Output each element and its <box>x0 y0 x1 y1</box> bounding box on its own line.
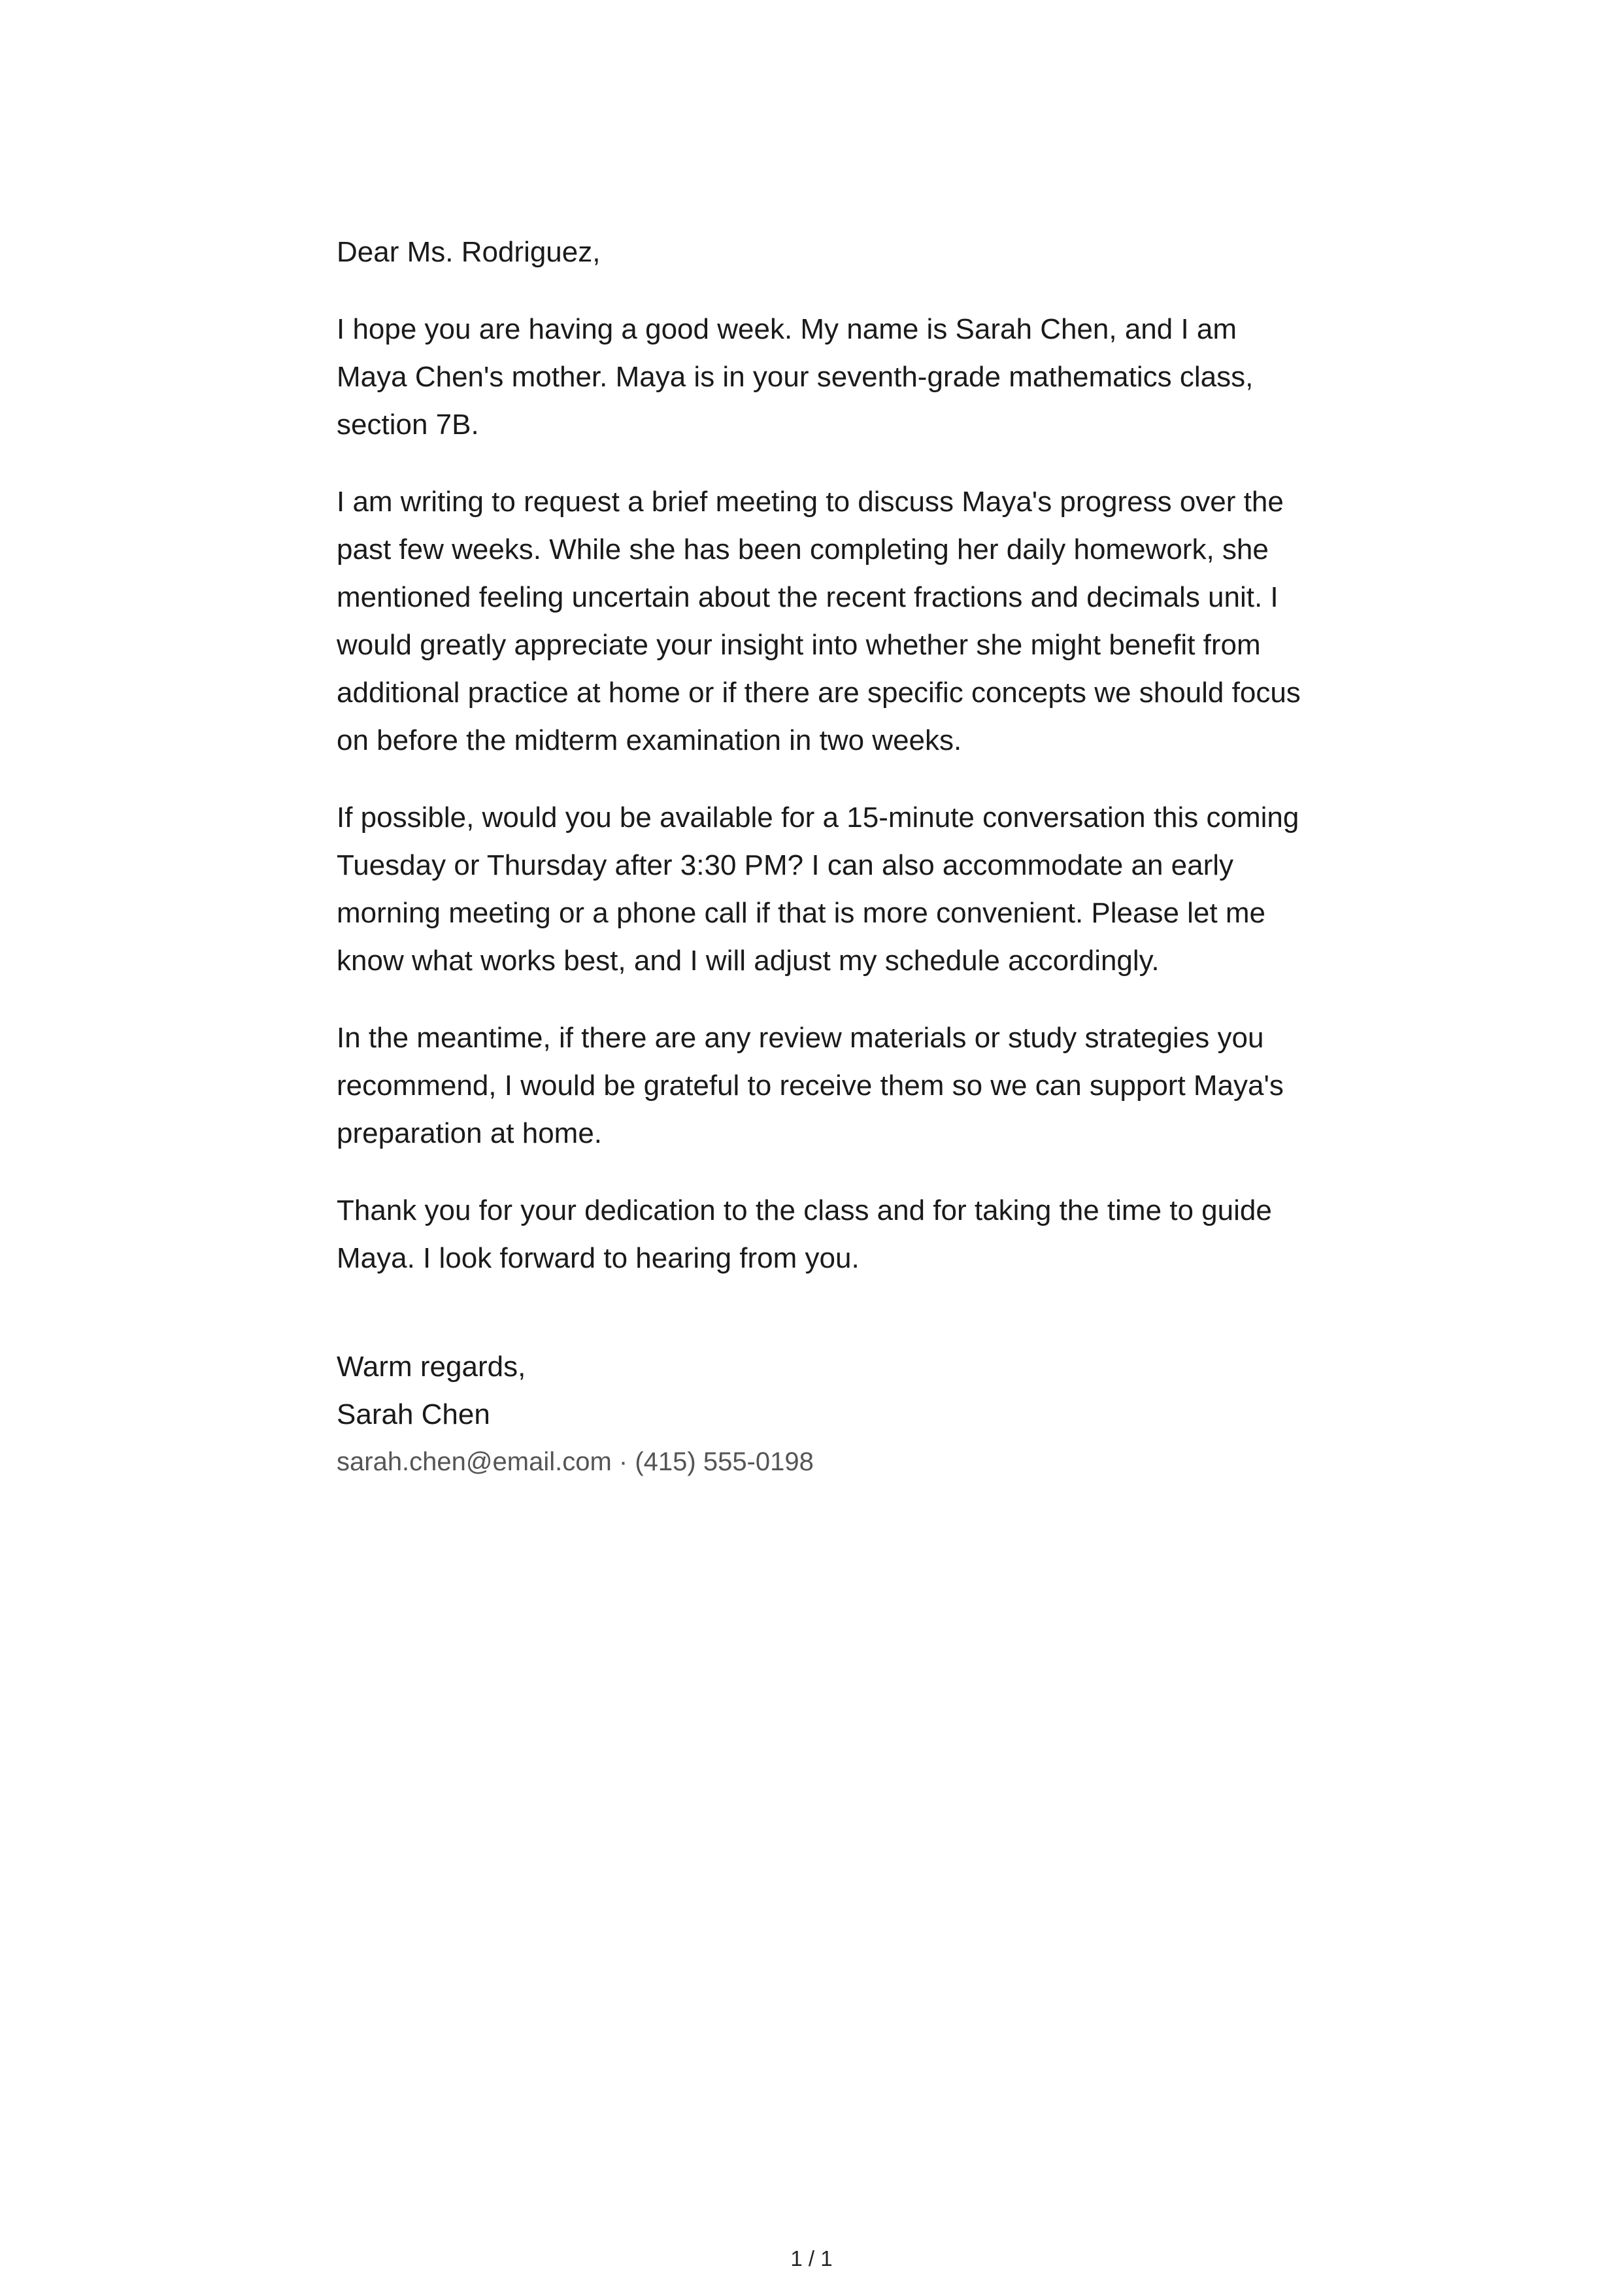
signature-name: Sarah Chen <box>337 1398 490 1430</box>
paragraph-introduction: I hope you are having a good week. My name is Sarah Chen, and I am Maya Chen's mother. Maya is in your seventh-grade mathematics class, section 7B. <box>337 313 1254 441</box>
paragraph-meeting-request: I am writing to request a brief meeting to discuss Maya's progress over the past few weeks. While she has been completing her daily homework, she mentioned feeling uncertain about the recent fractions and decimals unit. I would greatly appreciate your insight into whether she might benefit from additional practice at home or if there are specific concepts we should focus on before the midterm examination in two weeks. <box>337 486 1301 756</box>
paragraph-availability: If possible, would you be available for a 15-minute conversation this coming Tuesday or Thursday after 3:30 PM? I can also accommodate an early morning meeting or a phone call if that is more convenient. Please let me know what works best, and I will adjust my schedule accordingly. <box>337 802 1299 977</box>
paragraph-review-materials: In the meantime, if there are any review materials or study strategies you recommend, I would be grateful to receive them so we can support Maya's preparation at home. <box>337 1022 1284 1149</box>
closing: Warm regards, <box>337 1351 526 1383</box>
signoff-block <box>337 1343 1304 1486</box>
page-number: 1 / 1 <box>790 2246 833 2271</box>
salutation: Dear Ms. Rodriguez, <box>337 236 601 268</box>
paragraph-thank-you: Thank you for your dedication to the class and for taking the time to guide Maya. I look forward to hearing from you. <box>337 1194 1272 1274</box>
letter-body <box>337 228 1304 1486</box>
contact-info: sarah.chen@email.com · (415) 555-0198 <box>337 1447 814 1476</box>
